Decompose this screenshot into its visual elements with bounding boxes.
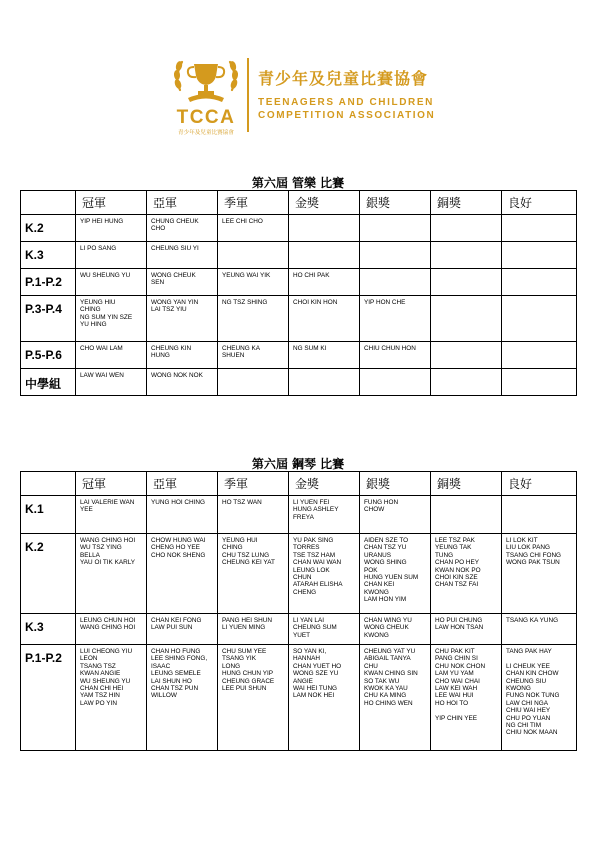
winner-names-cell [289,369,360,396]
winner-names-cell: LUI CHEONG YIU LEON TSANG TSZ KWAN ANGIE WU SHEUNG YU CHAN CHI HEI YAM TSZ HIN LAW PO YIN [76,645,147,751]
winner-names-cell: CHAN KEI FONG LAW PUI SUN [147,614,218,645]
winner-names-cell: LI PO SANG [76,242,147,269]
level-label: 中學組 [21,369,76,396]
winner-names-cell: WANG CHING HOI WU TSZ YING BELLA YAU OI TIK KARLY [76,534,147,614]
award-header: 冠軍 [76,191,147,215]
winner-names-cell [289,242,360,269]
level-label: K.3 [21,242,76,269]
table-row [21,342,577,369]
winner-names-cell: YU PAK SING TORRES TSE TSZ HAM CHAN WAI WAN LEUNG LOK CHUN ATARAH ELISHA CHENG [289,534,360,614]
winner-names-cell [218,369,289,396]
winner-names-cell: LI YUEN FEI HUNG ASHLEY FREYA [289,496,360,534]
org-name-en-line2: COMPETITION ASSOCIATION [258,110,436,121]
winner-names-cell: CHEUNG KIN HUNG [147,342,218,369]
winner-names-cell: YIP HON CHE [360,296,431,342]
winner-names-cell: WU SHEUNG YU [76,269,147,296]
piano-results-table [20,471,577,751]
winner-names-cell [431,296,502,342]
header-blank-cell [21,191,76,215]
header-blank-cell [21,472,76,496]
winner-names-cell: TANG PAK HAY LI CHEUK YEE CHAN KIN CHOW CHEUNG SIU KWONG FUNG NOK TUNG LAW CHI NGA CHIU WAI HEY CHU PO YUAN NG CHI TIM CHIU NOK MAAN [502,645,577,751]
winner-names-cell: CHEUNG KA SHUEN [218,342,289,369]
piano-section-title: 第六屆 鋼琴 比賽 [251,457,345,471]
table-row [21,242,577,269]
winner-names-cell: WONG YAN YIN LAI TSZ YIU [147,296,218,342]
award-header: 銅獎 [431,191,502,215]
winner-names-cell: NG TSZ SHING [218,296,289,342]
level-label: K.1 [21,496,76,534]
header-divider [247,58,249,132]
winner-names-cell: LAW WAI WEN [76,369,147,396]
winner-names-cell [431,242,502,269]
winner-names-cell [502,242,577,269]
winner-names-cell [502,496,577,534]
winner-names-cell: YUNG HOI CHING [147,496,218,534]
award-header: 銀獎 [360,191,431,215]
table-row [21,614,577,645]
winner-names-cell [360,215,431,242]
winner-names-cell [431,496,502,534]
winner-names-cell [502,342,577,369]
level-label: K.3 [21,614,76,645]
winner-names-cell [218,242,289,269]
winner-names-cell: HO PUI CHUNG LAW HON TSAN [431,614,502,645]
table-row [21,296,577,342]
level-label: P.1-P.2 [21,645,76,751]
winner-names-cell [502,215,577,242]
winner-names-cell: YEUNG WAI YIK [218,269,289,296]
winner-names-cell: LEE CHI CHO [218,215,289,242]
winner-names-cell: PANG HEI SHUN LI YUEN MING [218,614,289,645]
wind-section-title: 第六屆 管樂 比賽 [251,176,345,190]
winner-names-cell: CHOW HUNG WAI CHENG HO YEE CHO NOK SHENG [147,534,218,614]
award-header: 良好 [502,191,577,215]
winner-names-cell [502,369,577,396]
winner-names-cell: CHO WAI LAM [76,342,147,369]
level-label: K.2 [21,534,76,614]
table-row [21,496,577,534]
award-header: 冠軍 [76,472,147,496]
org-name-zh: 青少年及兒童比賽協會 [258,69,429,88]
winner-names-cell: YEUNG HUI CHING CHU TSZ LUNG CHEUNG KEI YAT [218,534,289,614]
tcca-logo [166,50,246,140]
winner-names-cell: YEUNG HIU CHING NG SUM YIN SZE YU HING [76,296,147,342]
org-name-en-line1: TEENAGERS AND CHILDREN [258,97,434,108]
award-header: 季軍 [218,472,289,496]
winner-names-cell: WONG CHEUK SEN [147,269,218,296]
org-name-en [258,96,435,122]
winner-names-cell: LEE TSZ PAK YEUNG TAK TUNG CHAN PO HEY KWAN NOK PO CHOI KIN SZE CHAN TSZ FAI [431,534,502,614]
winner-names-cell [360,242,431,269]
level-label: P.1-P.2 [21,269,76,296]
logo-subtext: 青少年及兒童比賽協會 [178,130,234,136]
winner-names-cell [431,269,502,296]
winner-names-cell: NG SUM KI [289,342,360,369]
winner-names-cell: LAI VALERIE WAN YEE [76,496,147,534]
winner-names-cell: CHEUNG YAT YU ABIGAIL TANYA CHU KWAN CHING SIN SO TAK WU KWOK KA YAU CHU KA MING HO CHING WEN [360,645,431,751]
award-header: 金獎 [289,472,360,496]
winner-names-cell [431,215,502,242]
winner-names-cell: LI LOK KIT LIU LOK PANG TSANG CHI FONG WONG PAK TSUN [502,534,577,614]
winner-names-cell: CHUNG CHEUK CHO [147,215,218,242]
winner-names-cell: CHAN WING YU WONG CHEUK KWONG [360,614,431,645]
winner-names-cell: CHAN HO FUNG LEE SHING FONG, ISAAC LEUNG SEMELE LAI SHUN HO CHAN TSZ PUN WILLOW [147,645,218,751]
winner-names-cell [502,296,577,342]
winner-names-cell [360,369,431,396]
wind-results-table [20,190,577,396]
table-row [21,369,577,396]
award-header: 銅獎 [431,472,502,496]
winner-names-cell [360,269,431,296]
winner-names-cell: HO TSZ WAN [218,496,289,534]
winner-names-cell: LEUNG CHUN HOI WANG CHING HOI [76,614,147,645]
award-header: 銀獎 [360,472,431,496]
level-label: P.5-P.6 [21,342,76,369]
award-header: 亞軍 [147,191,218,215]
table-row [21,645,577,751]
winner-names-cell: FUNG HON CHOW [360,496,431,534]
logo-acronym: TCCA [176,107,236,128]
winner-names-cell: SO YAN KI, HANNAH CHAN YUET HO WONG SZE YU ANGIE WAI HEI TUNG LAM NOK HEI [289,645,360,751]
winner-names-cell [431,342,502,369]
winner-names-cell: CHOI KIN HON [289,296,360,342]
winner-names-cell: AIDEN SZE TO CHAN TSZ YU URANUS WONG SHING POK HUNG YUEN SUM CHAN KEI KWONG LAM HON YIM [360,534,431,614]
table-row [21,269,577,296]
winner-names-cell: CHU PAK KIT PANG CHIN SI CHU NOK CHON LAM YU YAM CHO WAI CHAI LAW KEI WAH LEE WAI HUI HO HOI TO YIP CHIN YEE [431,645,502,751]
award-header: 金獎 [289,191,360,215]
winner-names-cell: CHIU CHUN HON [360,342,431,369]
award-header: 亞軍 [147,472,218,496]
winner-names-cell: LI YAN LAI CHEUNG SUM YUET [289,614,360,645]
winner-names-cell: TSANG KA YUNG [502,614,577,645]
winner-names-cell [431,369,502,396]
level-label: K.2 [21,215,76,242]
winner-names-cell: HO CHI PAK [289,269,360,296]
winner-names-cell [289,215,360,242]
table-header-row [21,472,577,496]
table-row [21,215,577,242]
winner-names-cell: CHU SUM YEE TSANG YIK LONG HUNG CHUN YIP CHEUNG GRACE LEE PUI SHUN [218,645,289,751]
winner-names-cell [502,269,577,296]
award-header: 良好 [502,472,577,496]
award-header: 季軍 [218,191,289,215]
level-label: P.3-P.4 [21,296,76,342]
table-header-row [21,191,577,215]
winner-names-cell: CHEUNG SIU YI [147,242,218,269]
winner-names-cell: WONG NOK NOK [147,369,218,396]
winner-names-cell: YIP HEI HUNG [76,215,147,242]
table-row [21,534,577,614]
